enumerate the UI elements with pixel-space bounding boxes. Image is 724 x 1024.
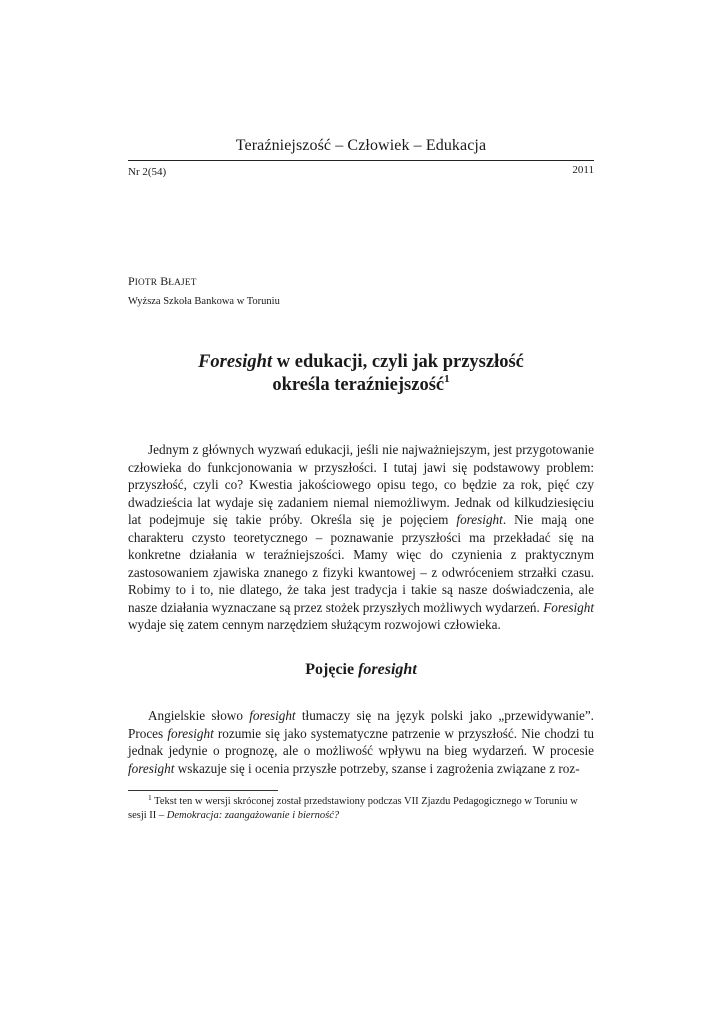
footnote-marker: 1 bbox=[148, 793, 152, 802]
paragraph-definition bbox=[128, 707, 594, 777]
author-last-rest: ŁAJET bbox=[168, 278, 197, 288]
p2-text-3: rozumie się jako systematyczne patrzenie w przyszłość. Nie chodzi tu jednak jedynie o prognozę, ale o możliwość wpływu na bieg wydarzeń. W procesie bbox=[128, 725, 594, 758]
paragraph-intro bbox=[128, 441, 594, 634]
author-first-initial: P bbox=[128, 274, 135, 288]
article-title-line1 bbox=[128, 351, 594, 374]
author-affiliation: Wyższa Szkoła Bankowa w Toruniu bbox=[128, 296, 280, 307]
title-footnote-marker[interactable]: 1 bbox=[444, 373, 450, 385]
p2-text-4: wskazuje się i ocenia przyszłe potrzeby, szanse i zagrożenia związane z roz- bbox=[174, 760, 580, 776]
title-line1-rest: w edukacji, czyli jak przyszłość bbox=[272, 352, 524, 372]
p2-italic-2: foresight bbox=[167, 725, 214, 741]
title-line2: określa teraźniejszość bbox=[272, 375, 445, 395]
p1-italic-1: foresight bbox=[456, 512, 503, 527]
issue-number: Nr 2(54) bbox=[128, 166, 167, 178]
p2-text-2: tłumaczy się na język polski jako „przewidywanie”. Proces bbox=[128, 708, 594, 741]
author-name bbox=[128, 274, 197, 289]
author-first-rest: IOTR bbox=[134, 278, 158, 288]
section-heading bbox=[128, 661, 594, 679]
footnote-italic: Demokracja: zaangażowanie i bierność? bbox=[166, 810, 340, 821]
issue-year: 2011 bbox=[572, 164, 594, 176]
title-italic-word: Foresight bbox=[198, 352, 273, 372]
author-last-initial: B bbox=[160, 274, 169, 288]
footnote-rule bbox=[128, 790, 278, 791]
journal-title: Teraźniejszość – Człowiek – Edukacja bbox=[235, 137, 487, 154]
footnote-text: Tekst ten w wersji skróconej został przedstawiony podczas VII Zjazdu Pedagogicznego w Toruniu w sesji II – bbox=[128, 796, 578, 821]
p1-text-3: wydaje się zatem cennym narzędziem służącym rozwojowi człowieka. bbox=[128, 617, 501, 632]
footnote bbox=[128, 795, 594, 823]
p1-text-1: Jednym z głównych wyzwań edukacji, jeśli nie najważniejszym, jest przygotowanie człowieka do funkcjonowania w przyszłości. I tutaj jawi się podstawowy problem: przyszłość, czyli co? Kwestia jakościowego opisu tego, co będzie za rok, pięć czy dwadzieścia lat wydaje się zadaniem niemal niemożliwym. Jednak od kilkudziesięciu lat podejmuje się takie próby. Określa się je pojęciem bbox=[128, 442, 594, 527]
article-title-line2 bbox=[128, 374, 594, 397]
section-heading-italic: foresight bbox=[358, 661, 417, 678]
section-heading-plain: Pojęcie bbox=[305, 661, 359, 678]
article-title bbox=[128, 351, 594, 397]
p2-italic-1: foresight bbox=[249, 708, 296, 723]
header-rule bbox=[128, 160, 594, 161]
p1-text-2: . Nie mają one charakteru czysto teoretycznego – poznawanie przyszłości ma przekładać się na konkretne działania w teraźniejszości. Mamy więc do czynienia z praktycznym zastosowaniem zjawiska znanego z fizyki kwantowej – z odwróceniem strzałki czasu. Robimy to i to, nie dlatego, że taka jest tradycja i takie są nasze doświadczenia, ale nasze działania wyznaczane są przez stożek przyszłych możliwych wydarzeń. bbox=[128, 512, 595, 615]
p1-italic-2: Foresight bbox=[543, 599, 594, 615]
p2-text-1: Angielskie słowo bbox=[148, 708, 250, 723]
p2-italic-3: foresight bbox=[128, 760, 175, 776]
